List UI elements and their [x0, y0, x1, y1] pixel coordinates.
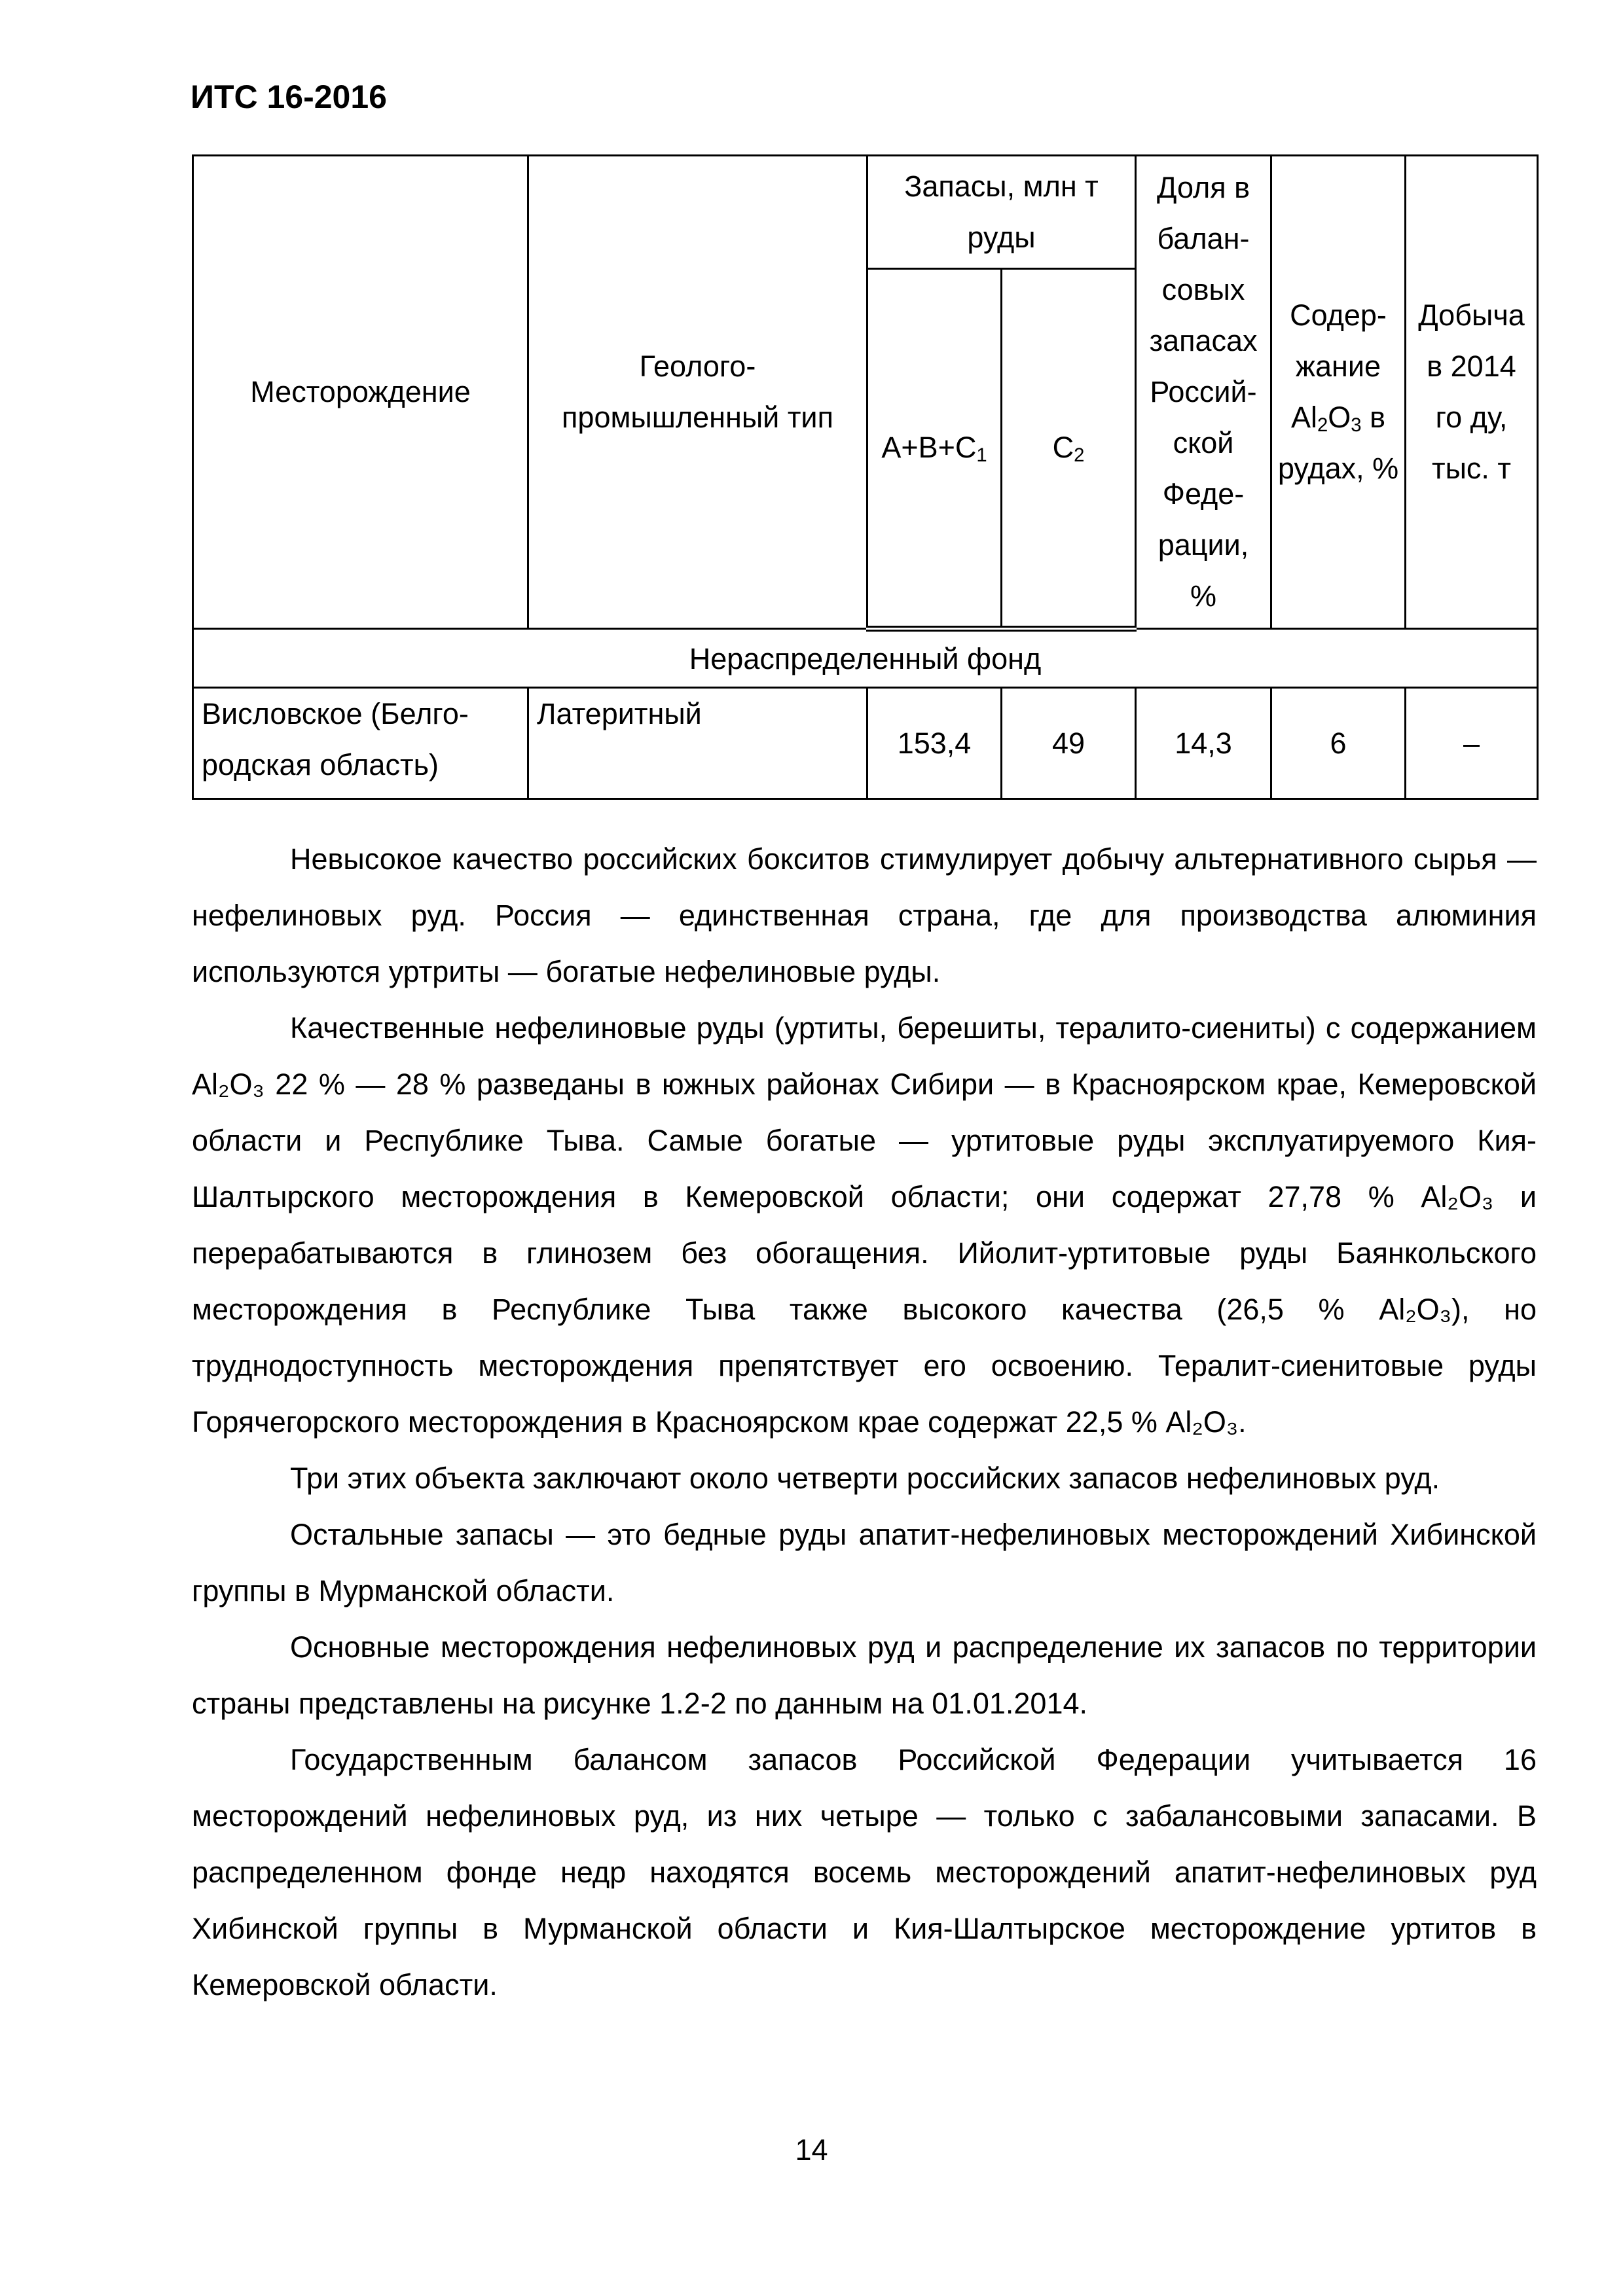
header-geological-type: Геолого-промышленный тип: [528, 156, 867, 629]
header-reserves: Запасы, млн т руды: [867, 156, 1136, 269]
page-number: 14: [795, 2133, 828, 2166]
paragraph: Основные месторождения нефелиновых руд и распределение их запасов по территории страны представлены на рисунке 1.2-2 по данным на 01.01.2014.: [192, 1630, 1537, 1720]
cell-deposit: Висловское (Белго-родская область): [193, 688, 528, 799]
header-al2o3-content: Содер-жание $Al_2O_3$ в рудах, %: [1271, 156, 1406, 629]
header-share: Доля в балан-совых запасах Россий-ской Феде-рации, %: [1136, 156, 1271, 629]
table-row: [193, 688, 1538, 799]
document-code: ИТС 16-2016: [191, 79, 387, 115]
header-production-2014: Добыча в 2014 го ду, тыс. т: [1406, 156, 1538, 629]
header-c2: $С_2$: [1002, 269, 1136, 629]
paragraph: Государственным балансом запасов Российской Федерации учитывается 16 месторождений нефелиновых руд, из них четыре — только с забалансовыми запасами. В распределенном фонде недр находятся восемь месторождений апатит-нефелиновых руд Хибинской группы в Мурманской области и Кия-Шалтырское месторождение уртитов в Кемеровской области.: [192, 1743, 1537, 2001]
cell-content: 6: [1271, 688, 1406, 799]
section-row: Нераспределенный фонд: [193, 629, 1538, 688]
cell-c2: 49: [1002, 688, 1136, 799]
reserves-table: [192, 154, 1539, 800]
paragraph: Остальные запасы — это бедные руды апатит-нефелиновых месторождений Хибинской группы в Мурманской области.: [192, 1518, 1537, 1607]
paragraph: Три этих объекта заключают около четверти российских запасов нефелиновых руд.: [290, 1462, 1440, 1495]
cell-share: 14,3: [1136, 688, 1271, 799]
cell-type: Латеритный: [528, 688, 867, 799]
paragraph: Невысокое качество российских бокситов стимулирует добычу альтернативного сырья — нефелиновых руд. Россия — единственная страна, где для производства алюминия используются уртриты — богатые нефелиновые руды.: [192, 842, 1537, 988]
body-text: [192, 831, 1537, 2013]
cell-abc1: 153,4: [867, 688, 1002, 799]
cell-production: –: [1406, 688, 1538, 799]
header-deposit: Месторождение: [193, 156, 528, 629]
paragraph: Качественные нефелиновые руды (уртиты, берешиты, тералито-сиениты) с содержанием Al₂O₃ 22 % — 28 % разведаны в южных районах Сибири — в Красноярском крае, Кемеровской области и Республике Тыва. Самые богатые — уртитовые руды эксплуатируемого Кия-Шалтырского месторождения в Кемеровской области; они содержат 27,78 % Al₂O₃ и перерабатываются в глинозем без обогащения. Ийолит-уртитовые руды Баянкольского месторождения в Республике Тыва также высокого качества (26,5 % Al₂O₃), но труднодоступность месторождения препятствует его освоению. Тералит-сиенитовые руды Горячегорского месторождения в Красноярском крае содержат 22,5 % Al₂O₃.: [192, 1011, 1537, 1439]
header-abc1: $А+В+С_1$: [867, 269, 1002, 629]
